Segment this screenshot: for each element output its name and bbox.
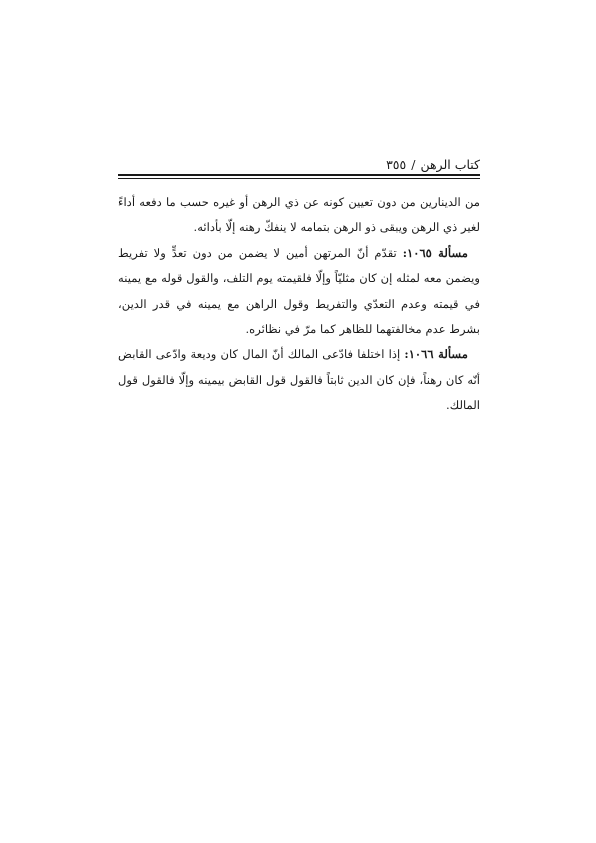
header-separator: /: [411, 157, 416, 172]
header-rule-thin: [118, 178, 480, 179]
page-body: [118, 190, 480, 419]
paragraph-issue-1065: [118, 241, 480, 343]
issue-label: مسألة ١٠٦٦:: [404, 347, 468, 362]
paragraph-issue-1066: [118, 342, 480, 418]
issue-label: مسألة ١٠٦٥:: [402, 245, 469, 260]
paragraph-text: إذا اختلفا فادّعى المالك أنّ المال كان وديعة وادّعى القابض أنّه كان رهناً، فإن كان الدين ثابتاً فالقول قول القابض بيمينه وإلّا فالقول قول المالك.: [118, 347, 480, 413]
paragraph-text: تقدّم أنّ المرتهن أمين لا يضمن من دون تعدٍّ ولا تفريط ويضمن معه لمثله إن كان مثليّاً وإلّا فلقيمته يوم التلف، والقول قوله مع يمينه في قيمته وعدم التعدّي والتفريط وقول الراهن مع يمينه في قدر الدين، بشرط عدم مخالفتهما للظاهر كما مرّ في نظائره.: [118, 245, 480, 337]
header-page-number: ٣٥٥: [386, 157, 407, 172]
header-book-title: كتاب الرهن: [420, 157, 480, 172]
header-rule-thick: [118, 174, 480, 176]
paragraph-text: من الدينارين من دون تعيين كونه عن ذي الرهن أو غيره حسب ما دفعه أداءً لغير ذي الرهن ويبقى ذو الرهن بتمامه لا ينفكّ رهنه إلّا بأدائه.: [118, 195, 480, 235]
running-header: [118, 153, 480, 173]
paragraph-continuation: [118, 190, 480, 241]
